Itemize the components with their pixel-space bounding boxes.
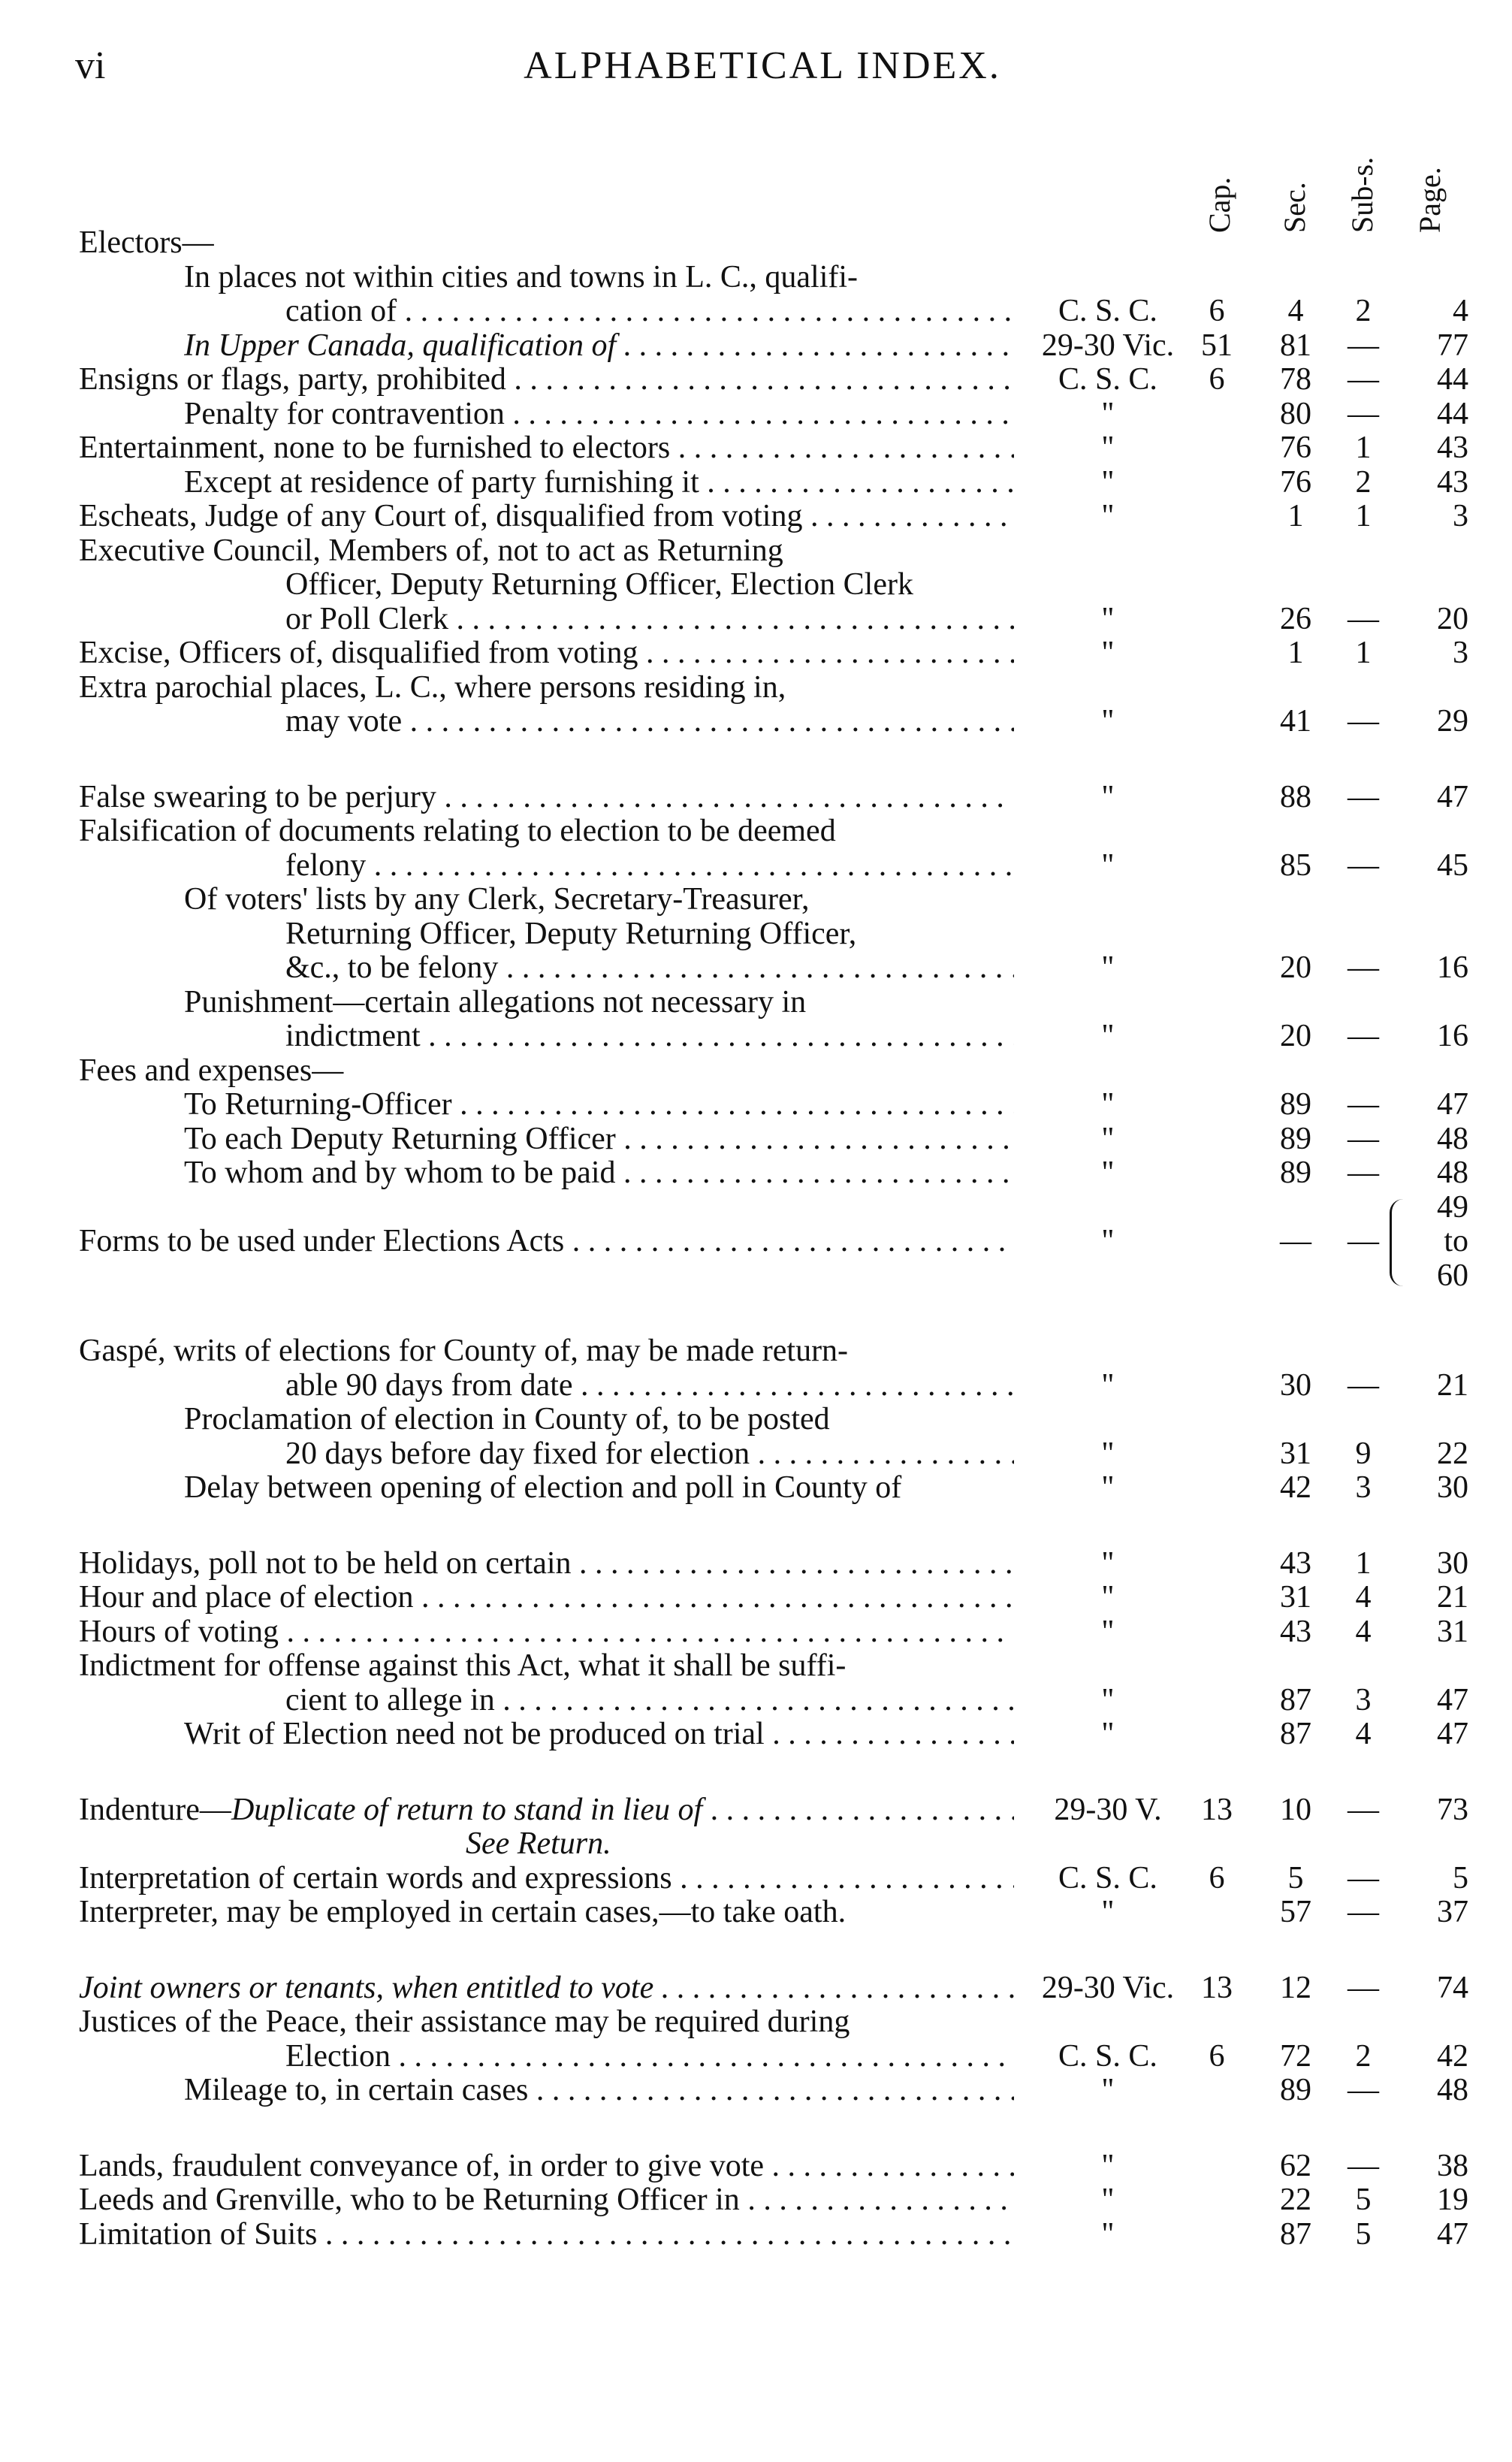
index-row [0,2217,1512,2252]
index-row [0,1402,1512,1436]
page-ref: 47 [1437,1087,1468,1122]
section-number: 85 [1280,847,1311,883]
col-head-page: Page. [1413,167,1447,233]
subsection-number: — [1348,396,1379,431]
index-row [0,985,1512,1020]
act-ref: " [1101,636,1115,670]
act-ref: " [1101,1895,1115,1929]
page-ref: 74 [1437,1970,1468,2005]
act-ref: " [1101,1155,1115,1190]
index-row [0,2039,1512,2074]
section-number: 87 [1280,1682,1311,1717]
subsection-number: — [1348,601,1379,636]
act-ref: " [1101,464,1115,500]
page-header [75,44,1450,96]
section-number: 89 [1280,1155,1311,1190]
section-number: 76 [1280,464,1311,500]
subsection-number: — [1348,362,1379,397]
page-ref: 30 [1437,1470,1468,1505]
page-ref: 31 [1437,1614,1468,1649]
entry-text: Hours of voting . . . [79,1615,1014,1649]
entry-text: Proclamation of election in County of, to be posted [184,1402,830,1436]
section-number: 80 [1280,396,1311,431]
entry-text: Indictment for offense against this Act, what it shall be suffi- [79,1648,847,1683]
page-ref: 60 [1437,1258,1468,1293]
page-ref: 47 [1437,1682,1468,1717]
page-ref: 42 [1437,2038,1468,2074]
page-ref: 43 [1437,464,1468,500]
section-number: 20 [1280,950,1311,985]
page-ref: 29 [1437,704,1468,739]
act-ref: C. S. C. [1058,1860,1157,1896]
act-ref: " [1101,1545,1115,1581]
index-row [0,1717,1512,1751]
index-row [0,2073,1512,2107]
page-ref: 3 [1453,636,1468,670]
index-row [0,1155,1512,1190]
entry-text: Entertainment, none to be furnished to electors . . . [79,430,1014,465]
page-title: ALPHABETICAL INDEX. [524,44,1001,87]
entry-text: Justices of the Peace, their assistance may be required during [79,2004,850,2039]
index-row [0,328,1512,363]
page-ref: 47 [1437,779,1468,814]
index-row [0,2004,1512,2039]
index-row [0,1861,1512,1896]
index-row [0,1190,1512,1225]
entry-text: able 90 days from date . . . [285,1368,1014,1403]
section-number: 10 [1280,1792,1311,1827]
section-number: 89 [1280,1121,1311,1156]
act-ref: " [1101,847,1115,883]
page-ref: 44 [1437,362,1468,397]
act-ref: C. S. C. [1058,294,1157,328]
entry-text: Returning Officer, Deputy Returning Officer, [285,916,857,951]
act-ref: " [1101,2148,1115,2183]
entry-text: To Returning-Officer . . . [184,1087,1014,1122]
subsection-number: — [1348,1121,1379,1156]
entry-text: may vote . . . [285,704,1014,739]
entry-text: Joint owners or tenants, when entitled to vote . . . [79,1971,1014,2005]
section-number: 43 [1280,1545,1311,1581]
page-ref: 44 [1437,396,1468,431]
subsection-number: — [1348,1155,1379,1190]
col-head-cap: Cap. [1203,177,1236,233]
index-row [0,1546,1512,1581]
index-row [0,670,1512,705]
index-row [0,397,1512,431]
index-row [0,917,1512,951]
entry-text: False swearing to be perjury . . . [79,780,1014,814]
subsection-number: — [1348,1895,1379,1929]
entry-text: Interpreter, may be employed in certain cases,—to take oath. [79,1895,847,1929]
entry-text: Except at residence of party furnishing it . . . [184,465,1014,500]
subsection-number: 1 [1355,499,1372,533]
subsection-number: 3 [1355,1470,1372,1505]
subsection-number: 1 [1355,430,1372,465]
section-number: 42 [1280,1470,1311,1505]
chapter-number: 13 [1201,1970,1233,2005]
entry-text: Ensigns or flags, party, prohibited . . . [79,362,1014,397]
section-number: — [1280,1224,1311,1258]
entry-text: To whom and by whom to be paid . . . [184,1155,1014,1190]
entry-text: Falsification of documents relating to election to be deemed [79,814,836,848]
section-number: 22 [1280,2183,1311,2217]
entry-text: Forms to be used under Elections Acts . . . [79,1224,1014,1258]
index-row [0,848,1512,883]
subsection-number: — [1348,1087,1379,1122]
section-number: 5 [1287,1860,1304,1896]
index-row [0,533,1512,568]
index-row [0,465,1512,500]
act-ref: " [1101,2216,1115,2252]
subsection-number: 4 [1355,1717,1372,1751]
subsection-number: — [1348,1860,1379,1896]
section-number: 1 [1287,636,1304,670]
page-ref: 20 [1437,601,1468,636]
entry-text: Of voters' lists by any Clerk, Secretary-Treasurer, [184,882,810,917]
section-number: 89 [1280,1087,1311,1122]
page-ref: to [1444,1224,1468,1258]
entry-text: felony . . . [285,848,1014,883]
section-number: 76 [1280,430,1311,465]
subsection-number: — [1348,2148,1379,2183]
section-number: 89 [1280,2073,1311,2107]
entry-text: Electors— [79,225,214,260]
act-ref: " [1101,1470,1115,1505]
entry-text: Mileage to, in certain cases . . . [184,2073,1014,2107]
index-row [0,1087,1512,1122]
section-number: 78 [1280,362,1311,397]
subsection-number: 4 [1355,1614,1372,1649]
act-ref: " [1101,1367,1115,1403]
page-ref: 16 [1437,1019,1468,1053]
subsection-number: 1 [1355,1545,1372,1581]
act-ref: C. S. C. [1058,2038,1157,2074]
page-ref: 22 [1437,1436,1468,1471]
page-ref: 19 [1437,2183,1468,2217]
subsection-number: — [1348,704,1379,739]
section-number: 81 [1280,328,1311,363]
index-row [0,1580,1512,1615]
section-number: 72 [1280,2038,1311,2074]
act-ref: C. S. C. [1058,362,1157,397]
subsection-number: 9 [1355,1436,1372,1471]
act-ref: " [1101,1614,1115,1649]
index-row [0,1368,1512,1403]
chapter-number: 13 [1201,1792,1233,1827]
entry-text: cient to allege in . . . [285,1683,1014,1717]
entry-text: Extra parochial places, L. C., where persons residing in, [79,669,786,705]
index-row [0,362,1512,397]
entry-text: &c., to be felony . . . [285,950,1014,985]
col-head-sub: Sub-s. [1345,156,1379,233]
section-number: 31 [1280,1436,1311,1471]
entry-text: Hour and place of election . . . [79,1580,1014,1615]
entry-text: Delay between opening of election and poll in County of [184,1470,902,1505]
subsection-number: 2 [1355,464,1372,500]
subsection-number: 2 [1355,294,1372,328]
entry-text: cation of . . . [285,294,1014,328]
index-row [0,1895,1512,1929]
entry-text: Excise, Officers of, disqualified from voting . . . [79,636,1014,670]
page-ref: 21 [1437,1367,1468,1403]
index-row [0,882,1512,917]
index-row [0,1826,1512,1861]
page-ref: 49 [1437,1189,1468,1225]
entry-text: Fees and expenses— [79,1053,344,1088]
section-number: 41 [1280,704,1311,739]
index-row [0,1436,1512,1471]
subsection-number: — [1348,1367,1379,1403]
act-ref: " [1101,1436,1115,1471]
entry-text: Officer, Deputy Returning Officer, Election Clerk [285,567,913,602]
act-ref: " [1101,1087,1115,1122]
section-number: 87 [1280,1717,1311,1751]
entry-text: Penalty for contravention . . . [184,397,1014,431]
section-number: 43 [1280,1614,1311,1649]
act-ref: " [1101,779,1115,814]
chapter-number: 6 [1209,362,1225,397]
entry-text: Indenture—Duplicate of return to stand in lieu of . . . [79,1793,1014,1827]
subsection-number: — [1348,1792,1379,1827]
subsection-number: — [1348,847,1379,883]
page-ref: 48 [1437,1121,1468,1156]
entry-text: Executive Council, Members of, not to act as Returning [79,533,783,568]
page-ref: 3 [1453,499,1468,533]
entry-text: In places not within cities and towns in L. C., qualifi- [184,259,859,295]
page-ref: 30 [1437,1545,1468,1581]
subsection-number: — [1348,2073,1379,2107]
page-ref: 4 [1453,294,1468,328]
index-row [0,814,1512,848]
act-ref: " [1101,704,1115,739]
index-row [0,225,1512,260]
entry-text: Writ of Election need not be produced on trial . . . [184,1717,1014,1751]
entry-text: In Upper Canada, qualification of . . . [184,328,1014,363]
page-ref: 73 [1437,1792,1468,1827]
index-row [0,1053,1512,1088]
brace-mark [1390,1199,1414,1287]
entry-text: or Poll Clerk . . . [285,602,1014,636]
page-ref: 5 [1453,1860,1468,1896]
subsection-number: — [1348,1019,1379,1053]
index-row [0,1019,1512,1053]
index-row [0,1470,1512,1505]
section-number: 12 [1280,1970,1311,2005]
section-number: 57 [1280,1895,1311,1929]
index-row [0,499,1512,533]
entry-text: Lands, fraudulent conveyance of, in order to give vote . . . [79,2149,1014,2183]
section-number: 1 [1287,499,1304,533]
index-row [0,567,1512,602]
subsection-number: — [1348,1970,1379,2005]
page-ref: 48 [1437,2073,1468,2107]
chapter-number: 6 [1209,2038,1225,2074]
page-number: vi [75,44,106,87]
index-row [0,2149,1512,2183]
act-ref: " [1101,1121,1115,1156]
page-ref: 38 [1437,2148,1468,2183]
index-row [0,430,1512,465]
chapter-number: 51 [1201,328,1233,363]
index-row [0,1334,1512,1368]
index-row [0,636,1512,670]
entry-text: Gaspé, writs of elections for County of, may be made return- [79,1334,849,1368]
subsection-number: 5 [1355,2183,1372,2217]
act-ref: " [1101,396,1115,431]
act-ref: " [1101,601,1115,636]
subsection-number: — [1348,779,1379,814]
entry-text: indictment . . . [285,1019,1014,1053]
entry-text: Limitation of Suits . . . [79,2217,1014,2252]
page-ref: 77 [1437,328,1468,363]
subsection-number: — [1348,328,1379,363]
subsection-number: — [1348,950,1379,985]
index-row [0,260,1512,295]
subsection-number: 5 [1355,2216,1372,2252]
subsection-number: 3 [1355,1682,1372,1717]
page-ref: 37 [1437,1895,1468,1929]
index-row [0,602,1512,636]
index-row [0,704,1512,739]
act-ref: " [1101,499,1115,533]
section-number: 88 [1280,779,1311,814]
subsection-number: 1 [1355,636,1372,670]
index-row [0,1258,1512,1293]
section-number: 26 [1280,601,1311,636]
act-ref: 29-30 Vic. [1041,328,1175,363]
subsection-number: 2 [1355,2038,1372,2074]
index-row [0,1971,1512,2005]
entry-text: Election . . . [285,2039,1014,2074]
section-number: 31 [1280,1580,1311,1615]
act-ref: " [1101,1580,1115,1615]
entry-text: Interpretation of certain words and expressions . . . [79,1861,1014,1896]
entry-text: Holidays, poll not to be held on certain . . . [79,1546,1014,1581]
entry-text: See Return. [466,1826,611,1861]
index-row [0,1648,1512,1683]
act-ref: " [1101,2183,1115,2217]
page-ref: 48 [1437,1155,1468,1190]
subsection-number: — [1348,1224,1379,1258]
col-head-sec: Sec. [1278,182,1311,233]
index-row [0,1615,1512,1649]
act-ref: " [1101,1224,1115,1258]
act-ref: " [1101,950,1115,985]
chapter-number: 6 [1209,1860,1225,1896]
section-number: 20 [1280,1019,1311,1053]
act-ref: " [1101,1019,1115,1053]
page-ref: 21 [1437,1580,1468,1615]
entry-text: Leeds and Grenville, who to be Returning Officer in . . . [79,2183,1014,2217]
act-ref: 29-30 Vic. [1041,1970,1175,2005]
entry-text: To each Deputy Returning Officer . . . [184,1122,1014,1156]
act-ref: 29-30 V. [1054,1792,1162,1827]
index-row [0,1683,1512,1717]
entry-text: 20 days before day fixed for election . . . [285,1436,1014,1471]
section-number: 87 [1280,2216,1311,2252]
index-row [0,2183,1512,2217]
section-number: 4 [1287,294,1304,328]
subsection-number: 4 [1355,1580,1372,1615]
index-row [0,780,1512,814]
page-ref: 45 [1437,847,1468,883]
index-row [0,1122,1512,1156]
page-ref: 43 [1437,430,1468,465]
entry-text: Punishment—certain allegations not necessary in [184,984,807,1020]
page-ref: 47 [1437,1717,1468,1751]
index-row [0,1224,1512,1258]
index-row [0,294,1512,328]
act-ref: " [1101,430,1115,465]
chapter-number: 6 [1209,294,1225,328]
section-number: 30 [1280,1367,1311,1403]
index-row [0,1793,1512,1827]
entry-text: Escheats, Judge of any Court of, disqualified from voting . . . [79,499,1014,533]
section-number: 62 [1280,2148,1311,2183]
index-row [0,950,1512,985]
page-ref: 47 [1437,2216,1468,2252]
page-ref: 16 [1437,950,1468,985]
act-ref: " [1101,1717,1115,1751]
act-ref: " [1101,1682,1115,1717]
act-ref: " [1101,2073,1115,2107]
